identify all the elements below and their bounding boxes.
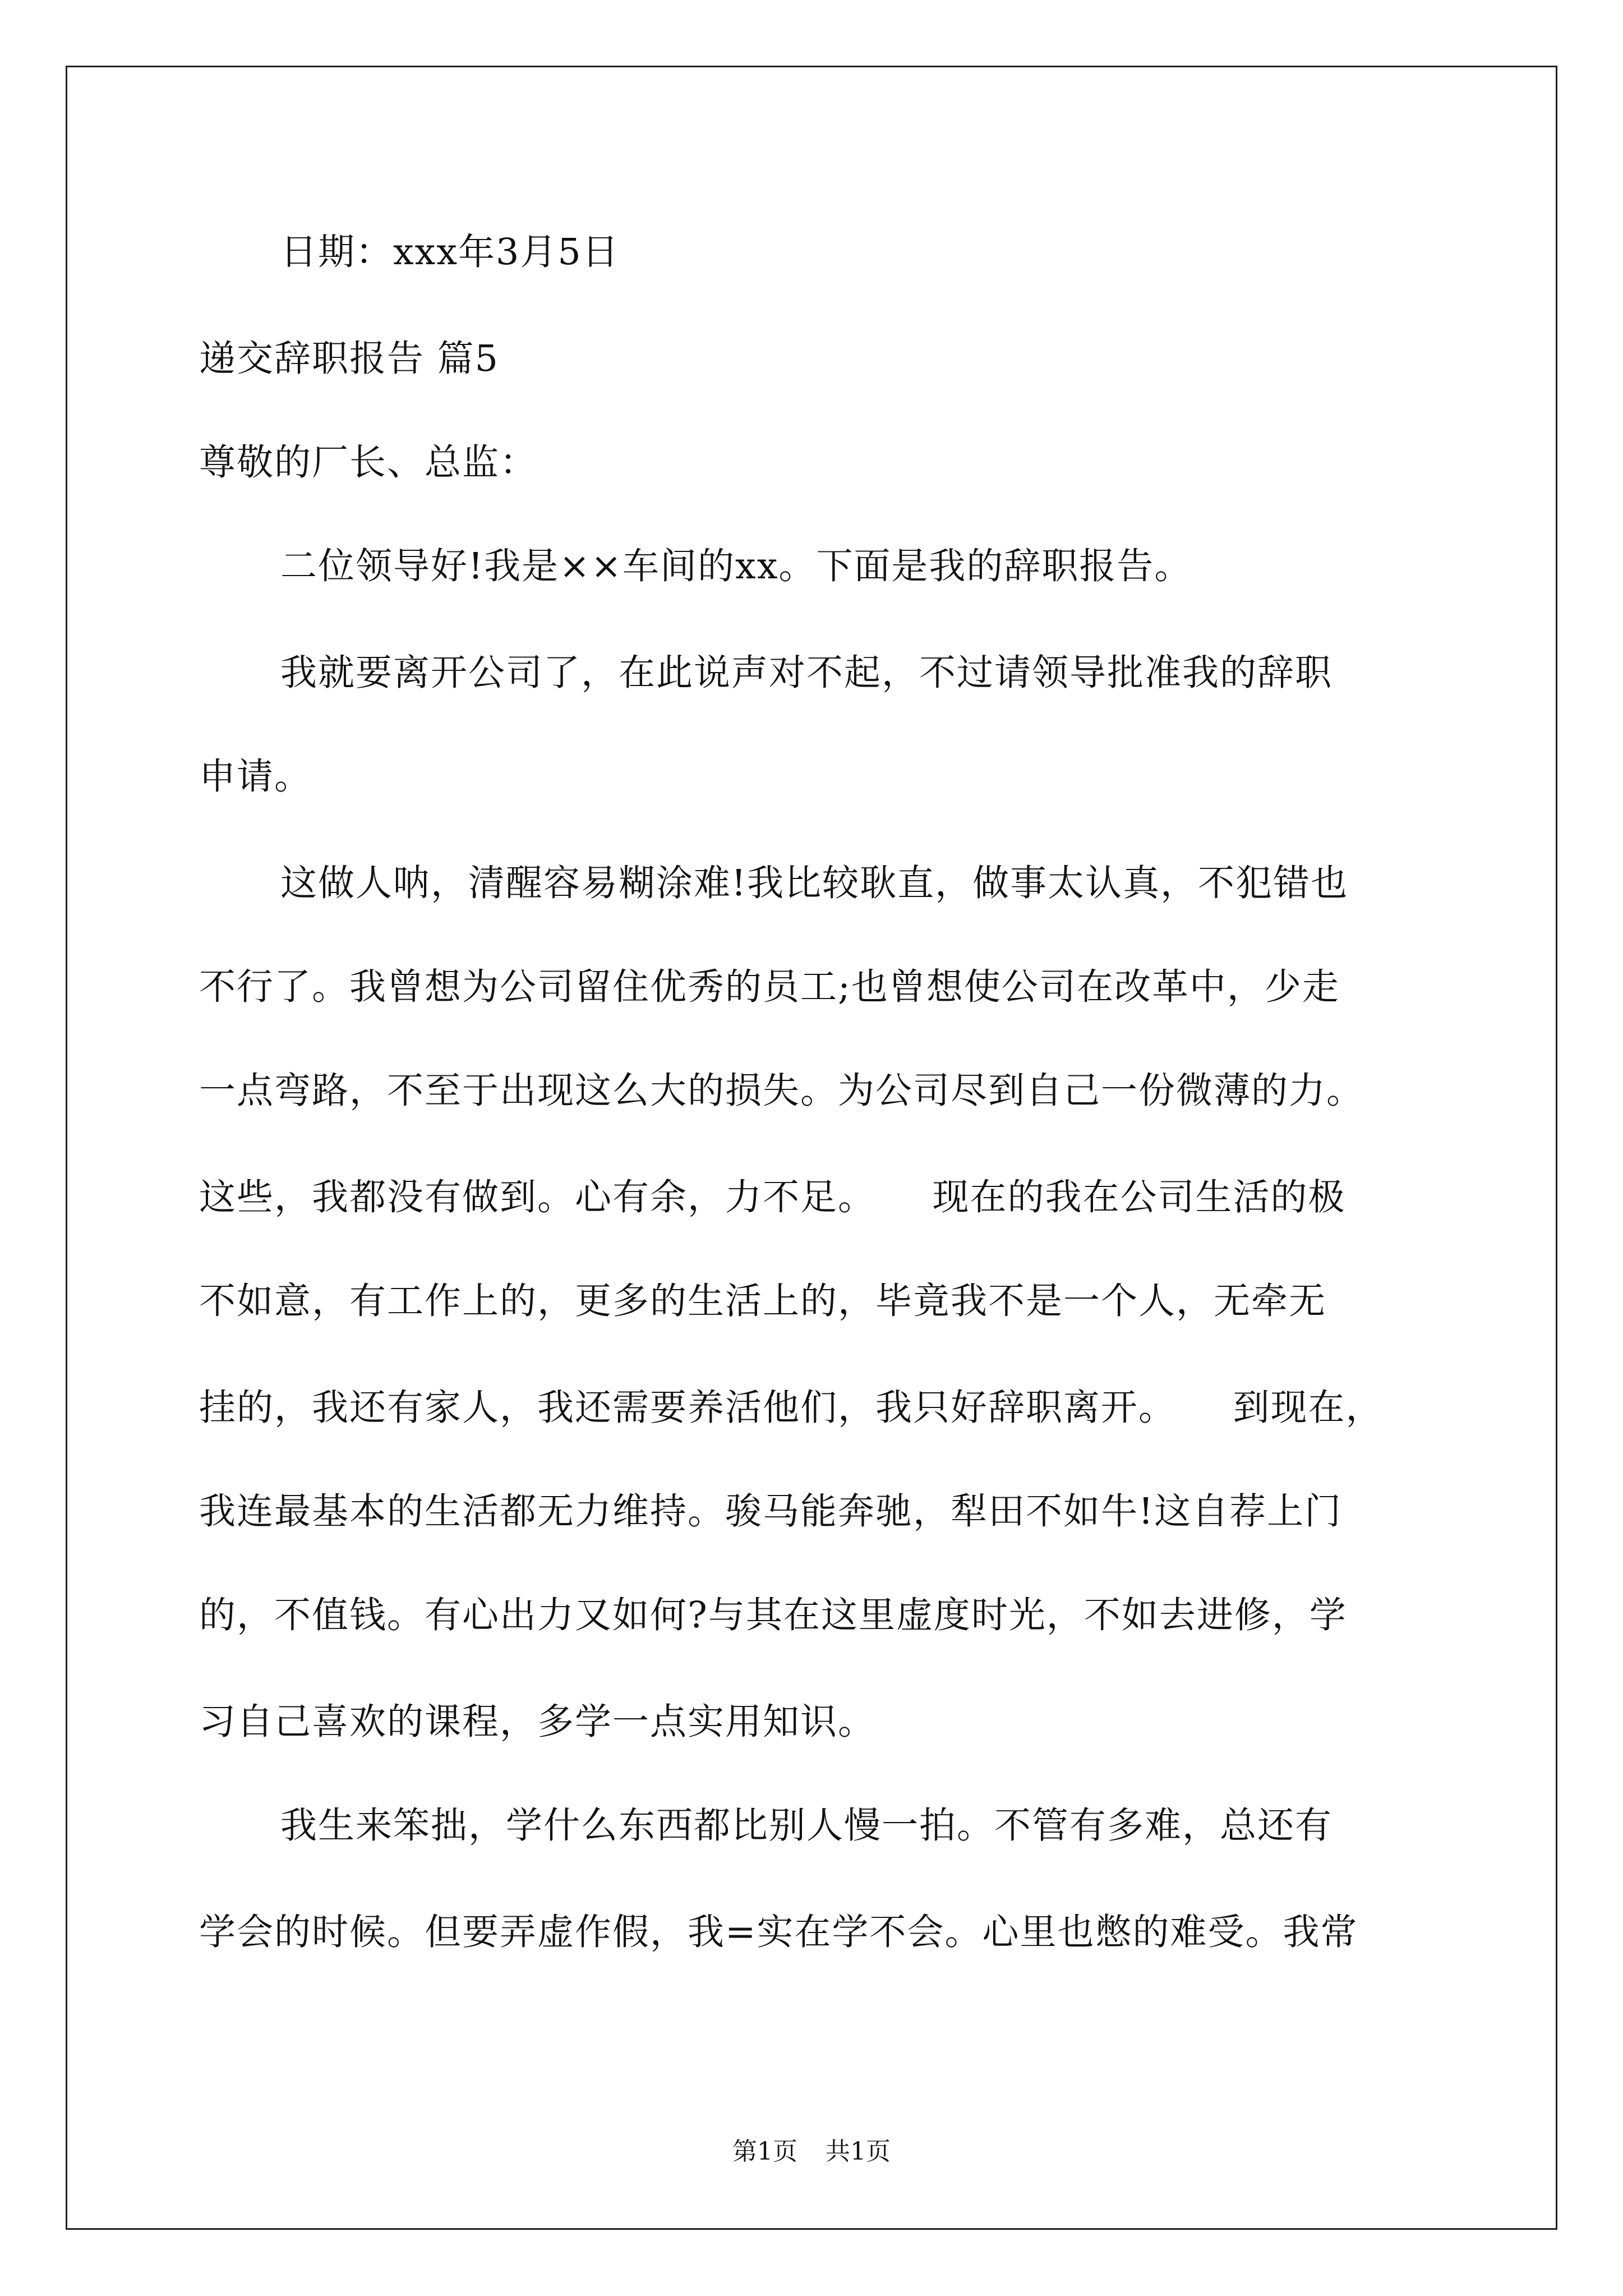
paragraph-line: 我就要离开公司了，在此说声对不起，不过请领导批准我的辞职 <box>280 652 1333 694</box>
paragraph-line: 我连最基本的生活都无力维持。骏马能奔驰，犁田不如牛!这自荐上门 <box>199 1490 1343 1533</box>
paragraph-line: 申请。 <box>199 756 312 798</box>
page-footer <box>0 2135 1623 2169</box>
paragraph-line: 不行了。我曾想为公司留住优秀的员工;也曾想使公司在改革中，少走 <box>199 966 1340 1008</box>
section-heading: 递交辞职报告 篇5 <box>199 338 500 380</box>
paragraph-line: 这做人呐，清醒容易糊涂难!我比较耿直，做事太认真，不犯错也 <box>280 862 1349 904</box>
page-frame <box>66 66 1557 2230</box>
paragraph-line: 这些，我都没有做到。心有余，力不足。 现在的我在公司生活的极 <box>199 1176 1346 1218</box>
paragraph-line: 二位领导好!我是××车间的xx。下面是我的辞职报告。 <box>280 545 1192 587</box>
paragraph-line: 不如意，有工作上的，更多的生活上的，毕竟我不是一个人，无牵无 <box>199 1280 1327 1322</box>
date-line: 日期：xxx年3月5日 <box>280 231 620 273</box>
paragraph-line: 一点弯路，不至于出现这么大的损失。为公司尽到自己一份微薄的力。 <box>199 1070 1364 1112</box>
paragraph-line: 习自己喜欢的课程，多学一点实用知识。 <box>199 1701 876 1743</box>
paragraph-line: 挂的，我还有家人，我还需要养活他们，我只好辞职离开。 到现在， <box>199 1387 1384 1429</box>
paragraph-line: 学会的时候。但要弄虚作假，我=实在学不会。心里也憋的难受。我常 <box>199 1911 1358 1953</box>
paragraph-line: 我生来笨拙，学什么东西都比别人慢一拍。不管有多难，总还有 <box>280 1805 1333 1847</box>
salutation: 尊敬的厂长、总监： <box>199 441 538 484</box>
page-number-total: 共1页 <box>826 2137 891 2166</box>
page-number-current: 第1页 <box>732 2137 797 2166</box>
paragraph-line: 的，不值钱。有心出力又如何?与其在这里虚度时光，不如去进修，学 <box>199 1594 1347 1636</box>
